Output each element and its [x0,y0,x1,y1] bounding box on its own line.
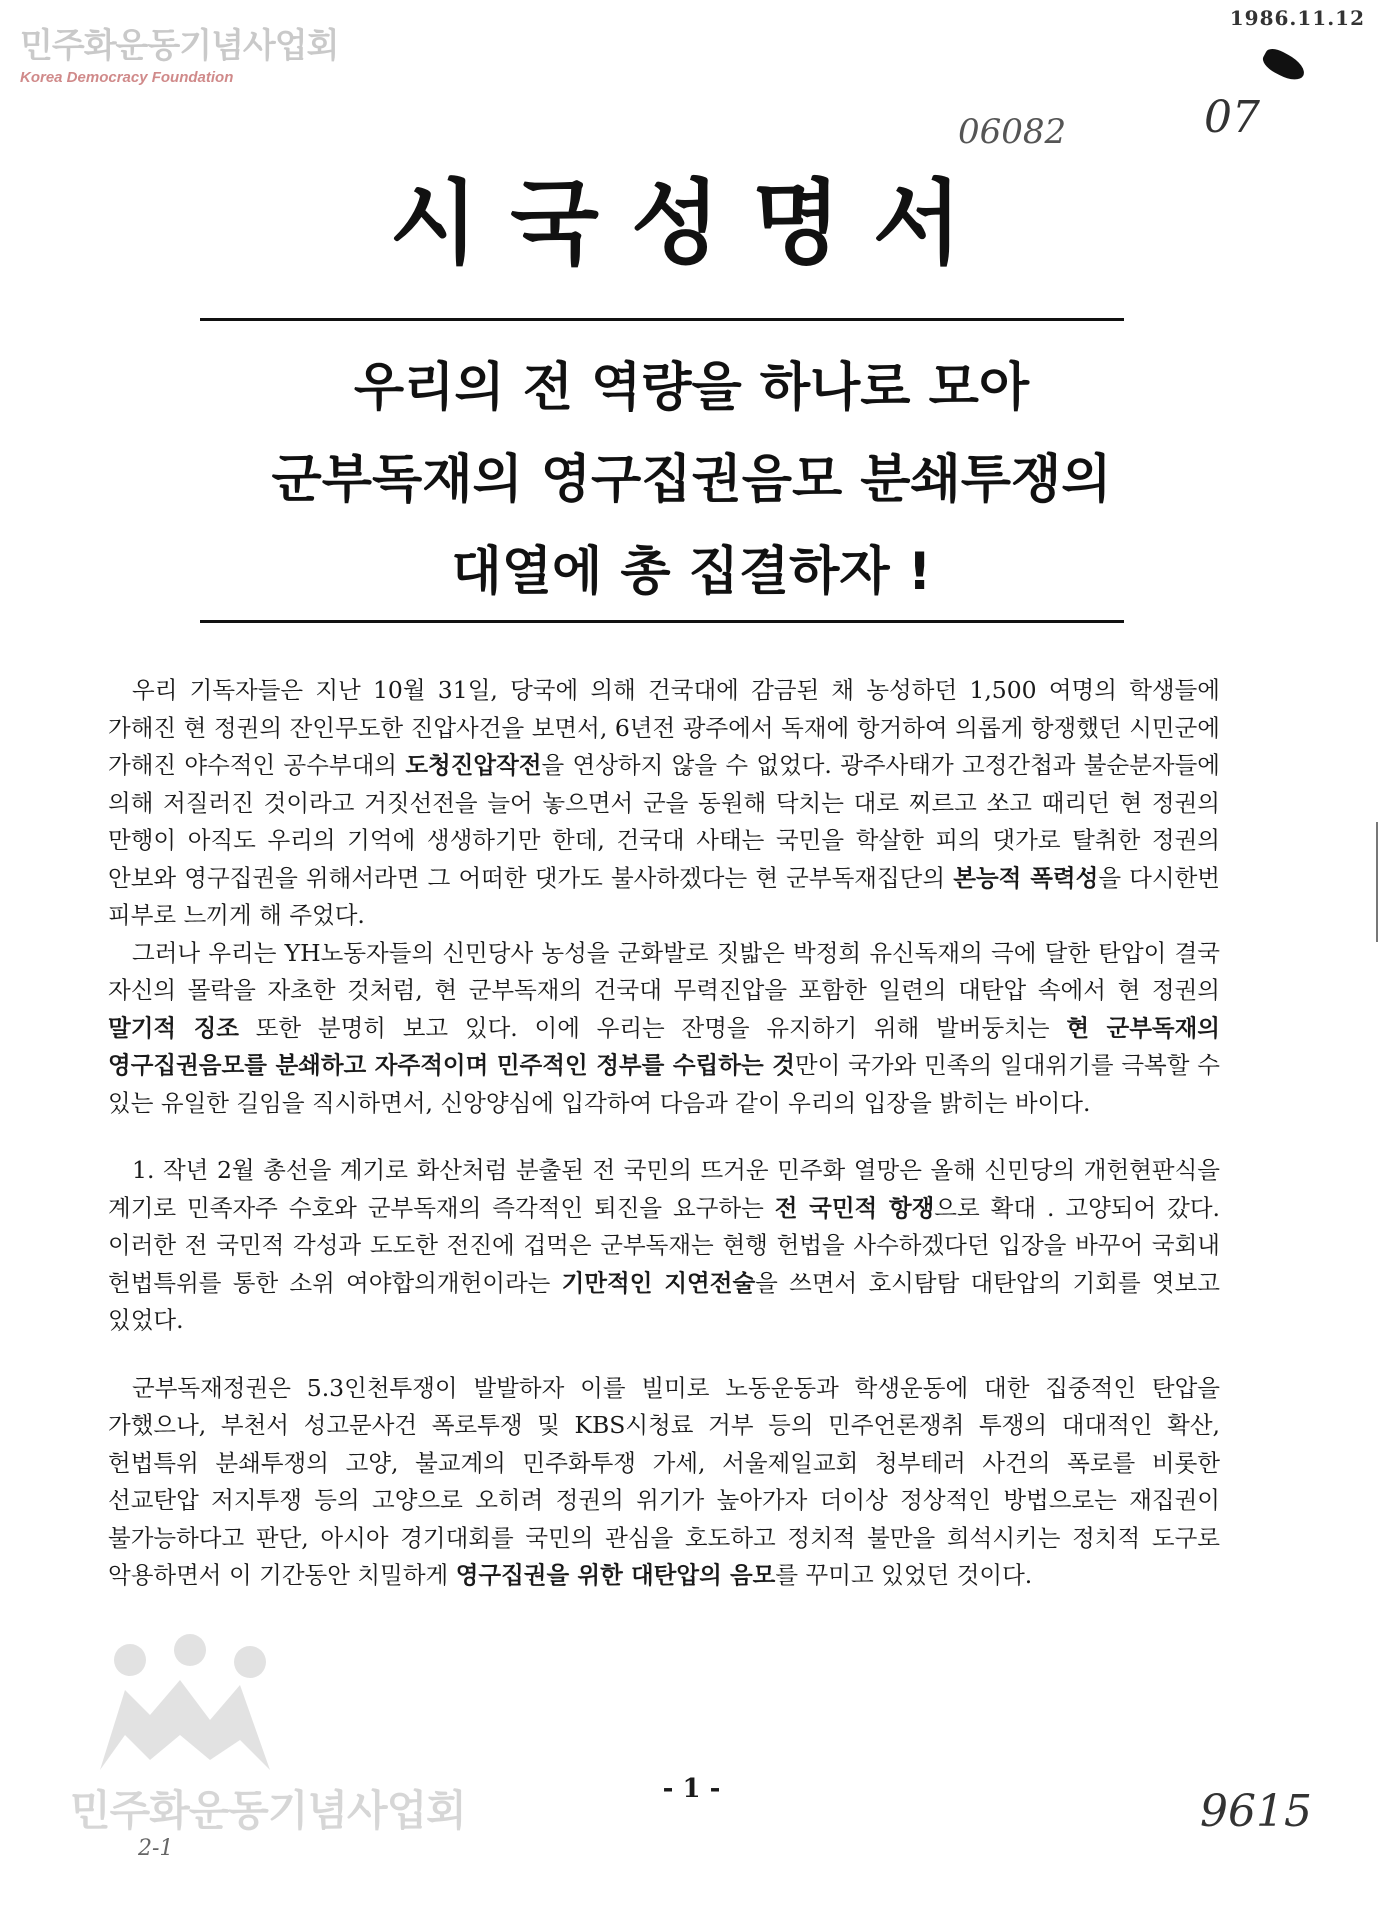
headline-line-2: 군부독재의 영구집권음모 분쇄투쟁의 [271,450,1112,510]
text-run: 군부독재정권은 5.3인천투쟁이 발발하자 이를 빌미로 노동운동과 학생운동에 대한 집중적인 탄압을 가했으나, 부천서 성고문사건 폭로투쟁 및 KBS시청료 거부 등의 민주언론쟁취 투쟁의 대대적인 확산, 헌법특위 분쇄투쟁의 고양, 불교계의 민주화투쟁 가세, 서울제일교회 청부테러 사건의 폭로를 비롯한 선교탄압 저지투쟁 등의 고양으로 오히려 정권의 위기가 높아가자 더이상 정상적인 방법으로는 재집권이 불가능하다고 판단, 아시아 경기대회를 국민의 관심을 호도하고 정치적 불만을 희석시키는 정치적 도구로 악용하면서 이 기간동안 치밀하게 [108,1373,1220,1589]
text-run: 으로 확대 . 고양되어 갔다. 이러한 전 국민적 각성과 도도한 전진에 겁먹은 군부독재는 현행 헌법을 사수하겠다던 입장을 바꾸어 국회내 헌법특위를 통한 소위 여야합의개헌이라는 [108,1193,1220,1297]
text-run: 만이 국가와 민족의 일대위기를 극복할 수 있는 유일한 길임을 직시하면서, 신앙양심에 입각하여 다음과 같이 우리의 입장을 밝히는 바이다. [108,1051,1220,1117]
text-run: 1. 작년 2월 총선을 계기로 화산처럼 분출된 전 국민의 뜨거운 민주화 열망은 올해 신민당의 개헌현판식을 계기로 민족자주 수호와 군부독재의 즉각적인 퇴진을 요구하는 [108,1156,1220,1222]
watermark-top [20,18,338,86]
spacer [108,1122,1220,1152]
handwritten-date: 1986.11.12 [1229,6,1365,30]
spacer [108,1340,1220,1370]
watermark-english: Korea Democracy Foundation [20,69,234,86]
paragraph-2 [108,935,1220,1123]
watermark-korean: 민주화운동기념사업회 [20,26,339,66]
emphasis: 본능적 폭력성 [953,863,1099,892]
emphasis: 전 국민적 항쟁 [774,1193,935,1222]
scan-artifact [1376,822,1378,942]
headline-line-1: 우리의 전 역량을 하나로 모아 [353,358,1030,418]
headline-rule-bottom [200,620,1124,623]
document-title: 시국성명서 [389,170,994,277]
headline-line-3: 대열에 총 집결하자 ! [451,542,932,602]
watermark-bottom [70,1620,466,1838]
paragraph-4 [108,1370,1220,1595]
handwritten-bottom-number: 9615 [1200,1786,1312,1837]
statement-body [108,672,1220,1595]
ink-blot [1259,45,1308,85]
watermark-bottom-text: 민주화운동기념사업회 [70,1786,466,1835]
emphasis: 영구집권을 위한 대탄압의 음모 [455,1561,776,1589]
figures-emblem-icon [70,1620,300,1780]
text-run: 를 꾸미고 있었던 것이다. [775,1561,1033,1589]
emphasis: 도청진압작전 [405,751,542,779]
text-run: 우리 기독자들은 지난 10월 31일, 당국에 의해 건국대에 감금된 채 농성하던 1,500 여명의 학생들에 가해진 현 정권의 잔인무도한 진압사건을 보면서, 6년전 광주에서 독재에 항거하여 의롭게 항쟁했던 시민군에 가해진 야수적인 공수부대의 [108,676,1220,779]
page-number: - 1 - [662,1774,721,1804]
emphasis: 기만적인 지연전술 [561,1268,756,1297]
title-rule-top [200,318,1124,321]
text-run: 을 다시한번 피부로 느끼게 해 주었다. [108,863,1220,929]
emphasis: 말기적 징조 [108,1013,239,1042]
text-run: 을 연상하지 않을 수 없었다. 광주사태가 고정간첩과 불순분자들에 의해 저질러진 것이라고 거짓선전을 늘어 놓으면서 군을 동원해 닥치는 대로 찌르고 쏘고 때리던 현 정권의 만행이 아직도 우리의 기억에 생생하기만 한데, 건국대 사태는 국민을 학살한 피의 댓가로 탈취한 정권의 안보와 영구집권을 위해서라면 그 어떠한 댓가도 불사하겠다는 현 군부독재집단의 [108,751,1221,892]
handwritten-mark: 07 [1204,92,1260,143]
paragraph-1 [108,672,1220,935]
text-run: 또한 분명히 보고 있다. 이에 우리는 잔명을 유지하기 위해 발버둥치는 [238,1013,1067,1042]
handwritten-doc-number: 06082 [958,112,1067,152]
paragraph-3 [108,1152,1220,1340]
emphasis: 현 군부독재의 영구집권음모를 분쇄하고 자주적이며 민주적인 정부를 수립하는 것 [108,1013,1220,1079]
headline [0,342,1383,618]
text-run: 그러나 우리는 YH노동자들의 신민당사 농성을 군화발로 짓밟은 박정희 유신독재의 극에 달한 탄압이 결국 자신의 몰락을 자초한 것처럼, 현 군부독재의 건국대 무력진압을 포함한 일련의 대탄압 속에서 현 정권의 [108,938,1220,1004]
text-run: 을 쓰면서 호시탐탐 대탄압의 기회를 엿보고 있었다. [108,1268,1221,1334]
handwritten-small-mark: 2-1 [138,1836,174,1861]
